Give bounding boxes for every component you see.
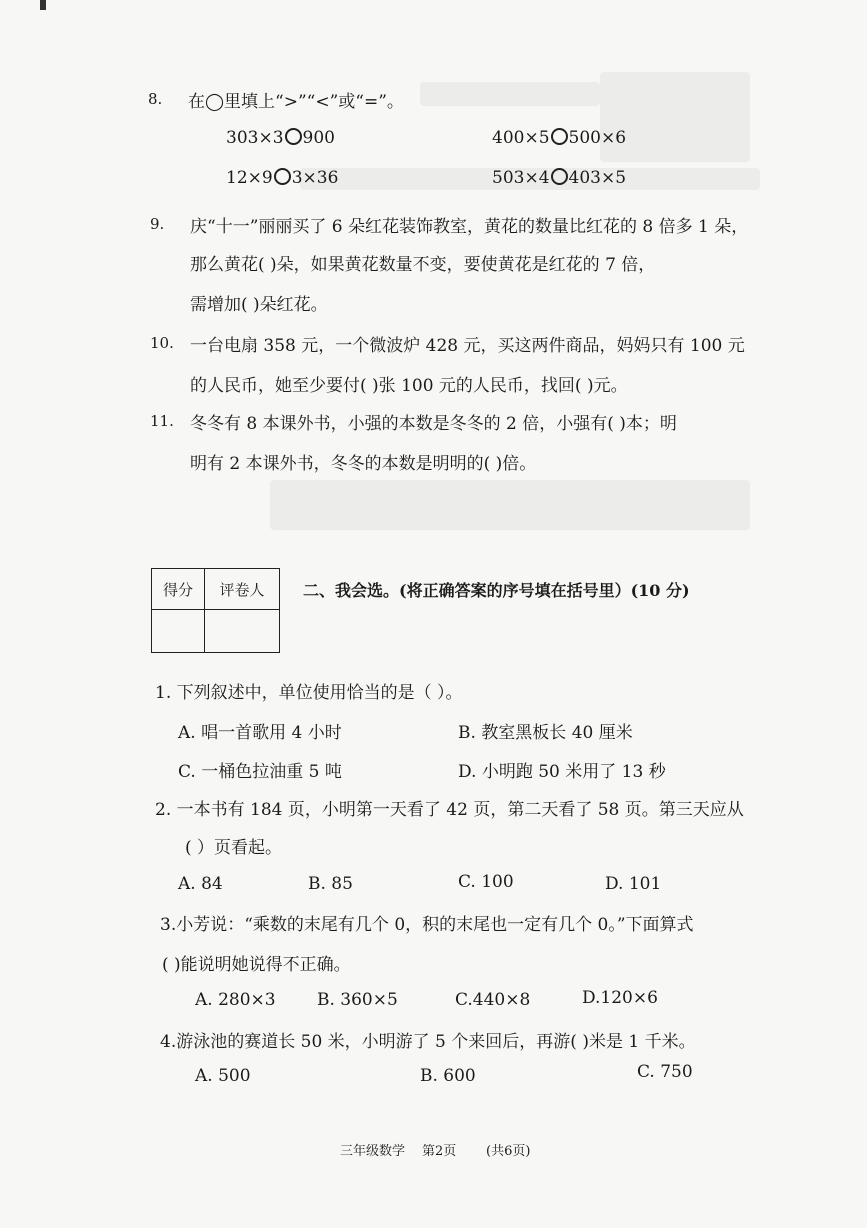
option-c[interactable]: C. 一桶色拉油重 5 吨 [178,762,342,782]
bleed-through [600,72,750,162]
option-c[interactable]: C. 750 [637,1062,693,1082]
question-11-line: 冬冬有 8 本课外书，小强的本数是冬冬的 2 倍，小强有( )本；明 [190,414,677,434]
option-b[interactable]: B. 教室黑板长 40 厘米 [458,723,633,743]
footer-page: 第2页 [422,1144,457,1159]
blank-circle[interactable] [551,128,568,145]
option-c[interactable]: C.440×8 [455,990,531,1010]
compare-item: 400×5 500×6 [492,128,627,148]
option-a[interactable]: A. 280×3 [195,990,276,1010]
question-9-line: 庆“十一”丽丽买了 6 朵红花装饰教室，黄花的数量比红花的 8 倍多 1 朵， [190,217,749,237]
compare-item: 503×4 403×5 [492,168,627,188]
option-d[interactable]: D. 小明跑 50 米用了 13 秒 [458,762,666,782]
scan-mark [40,0,46,10]
compare-item: 303×3 900 [226,128,335,148]
grader-cell[interactable] [205,610,280,653]
section-title: 二、我会选。(将正确答案的序号填在括号里）(10 分) [303,581,690,600]
option-a[interactable]: A. 唱一首歌用 4 小时 [178,723,342,743]
score-label: 得分 [152,569,205,610]
compare-item: 12×9 3×36 [226,168,339,188]
choice-question-stem: ( ）页看起。 [185,838,283,858]
question-8-text: 在◯里填上“>”“<”或“=”。 [188,92,404,112]
question-number: 10. [150,334,174,352]
choice-question-stem: 2. 一本书有 184 页，小明第一天看了 42 页，第二天看了 58 页。第三天应从 [155,800,744,820]
question-10-line: 的人民币，她至少要付( )张 100 元的人民币，找回( )元。 [190,376,628,396]
choice-question-stem: 4.游泳池的赛道长 50 米，小明游了 5 个来回后，再游( )米是 1 千米。 [160,1032,696,1052]
blank-circle[interactable] [551,168,568,185]
score-table [151,568,280,653]
option-a[interactable]: A. 500 [195,1066,251,1086]
question-9-line: 需增加( )朵红花。 [190,295,328,315]
question-number: 11. [150,412,174,430]
bleed-through [270,480,750,530]
score-cell[interactable] [152,610,205,653]
footer-subject: 三年级数学 [340,1144,406,1159]
question-number: 8. [148,90,163,108]
option-b[interactable]: B. 360×5 [317,990,398,1010]
option-b[interactable]: B. 600 [420,1066,476,1086]
option-d[interactable]: D. 101 [605,874,662,894]
option-d[interactable]: D.120×6 [582,988,658,1008]
choice-question-stem: ( )能说明她说得不正确。 [162,955,351,975]
footer-total: (共6页) [486,1144,531,1159]
option-b[interactable]: B. 85 [308,874,353,894]
question-number: 9. [150,215,165,233]
question-10-line: 一台电扇 358 元，一个微波炉 428 元，买这两件商品，妈妈只有 100 元 [190,336,745,356]
choice-question-stem: 1. 下列叙述中，单位使用恰当的是（ ）。 [155,683,463,703]
bleed-through [420,82,600,106]
option-c[interactable]: C. 100 [458,872,514,892]
option-a[interactable]: A. 84 [178,874,223,894]
blank-circle[interactable] [274,168,291,185]
grader-label: 评卷人 [205,569,280,610]
question-9-line: 那么黄花( )朵，如果黄花数量不变，要使黄花是红花的 7 倍， [190,255,656,275]
question-11-line: 明有 2 本课外书，冬冬的本数是明明的( )倍。 [190,454,537,474]
choice-question-stem: 3.小芳说：“乘数的末尾有几个 0，积的末尾也一定有几个 0。”下面算式 [160,915,694,935]
blank-circle[interactable] [285,128,302,145]
